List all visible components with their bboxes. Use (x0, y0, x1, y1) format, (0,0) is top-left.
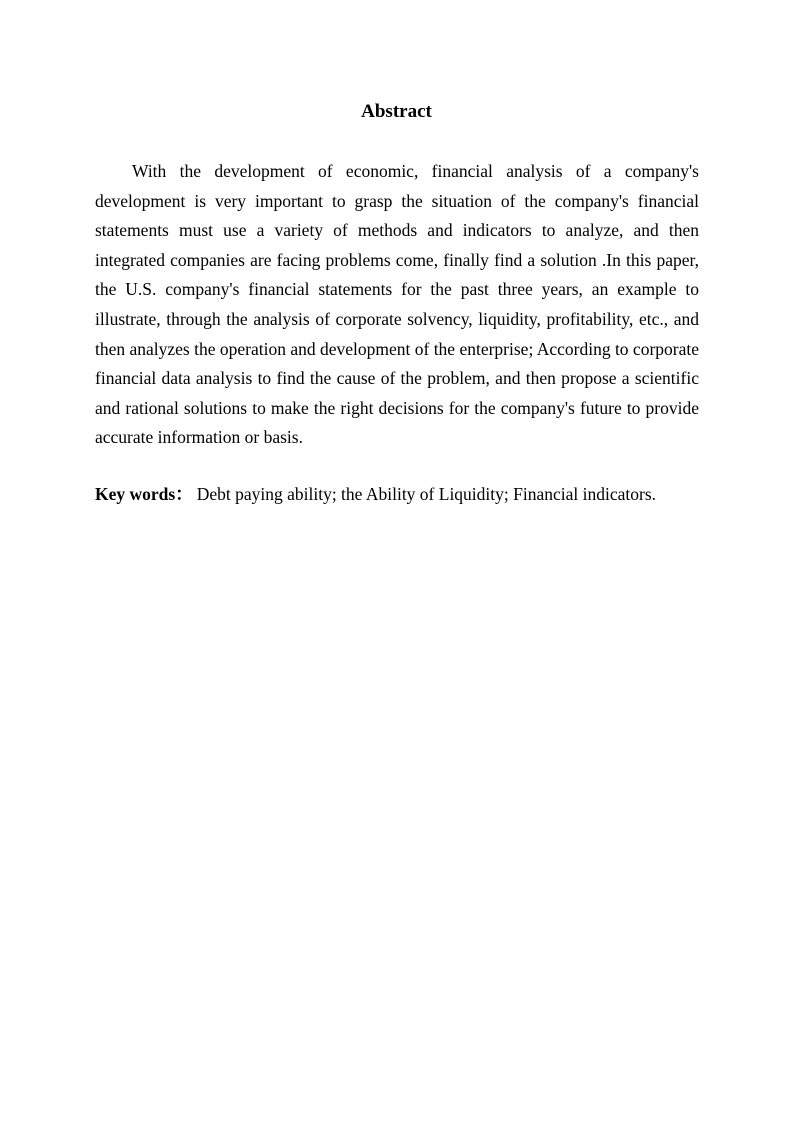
keywords-label: Key words (95, 484, 176, 504)
keywords-separator: ： (175, 484, 193, 504)
keywords-text: Debt paying ability; the Ability of Liquidity; Financial indicators. (196, 484, 657, 504)
abstract-paragraph: With the development of economic, financial analysis of a company's development is very important to grasp the situation of the company's financial statements must use a variety of methods and indicators to analyze, and then integrated companies are facing problems come, finally find a solution .In this paper, the U.S. company's financial statements for the past three years, an example to illustrate, through the analysis of corporate solvency, liquidity, profitability, etc., and then analyzes the operation and development of the enterprise; According to corporate financial data analysis to find the cause of the problem, and then propose a scientific and rational solutions to make the right decisions for the company's future to provide accurate information or basis. (95, 161, 700, 448)
abstract-title: Abstract (361, 101, 432, 122)
keywords-line (95, 480, 715, 509)
